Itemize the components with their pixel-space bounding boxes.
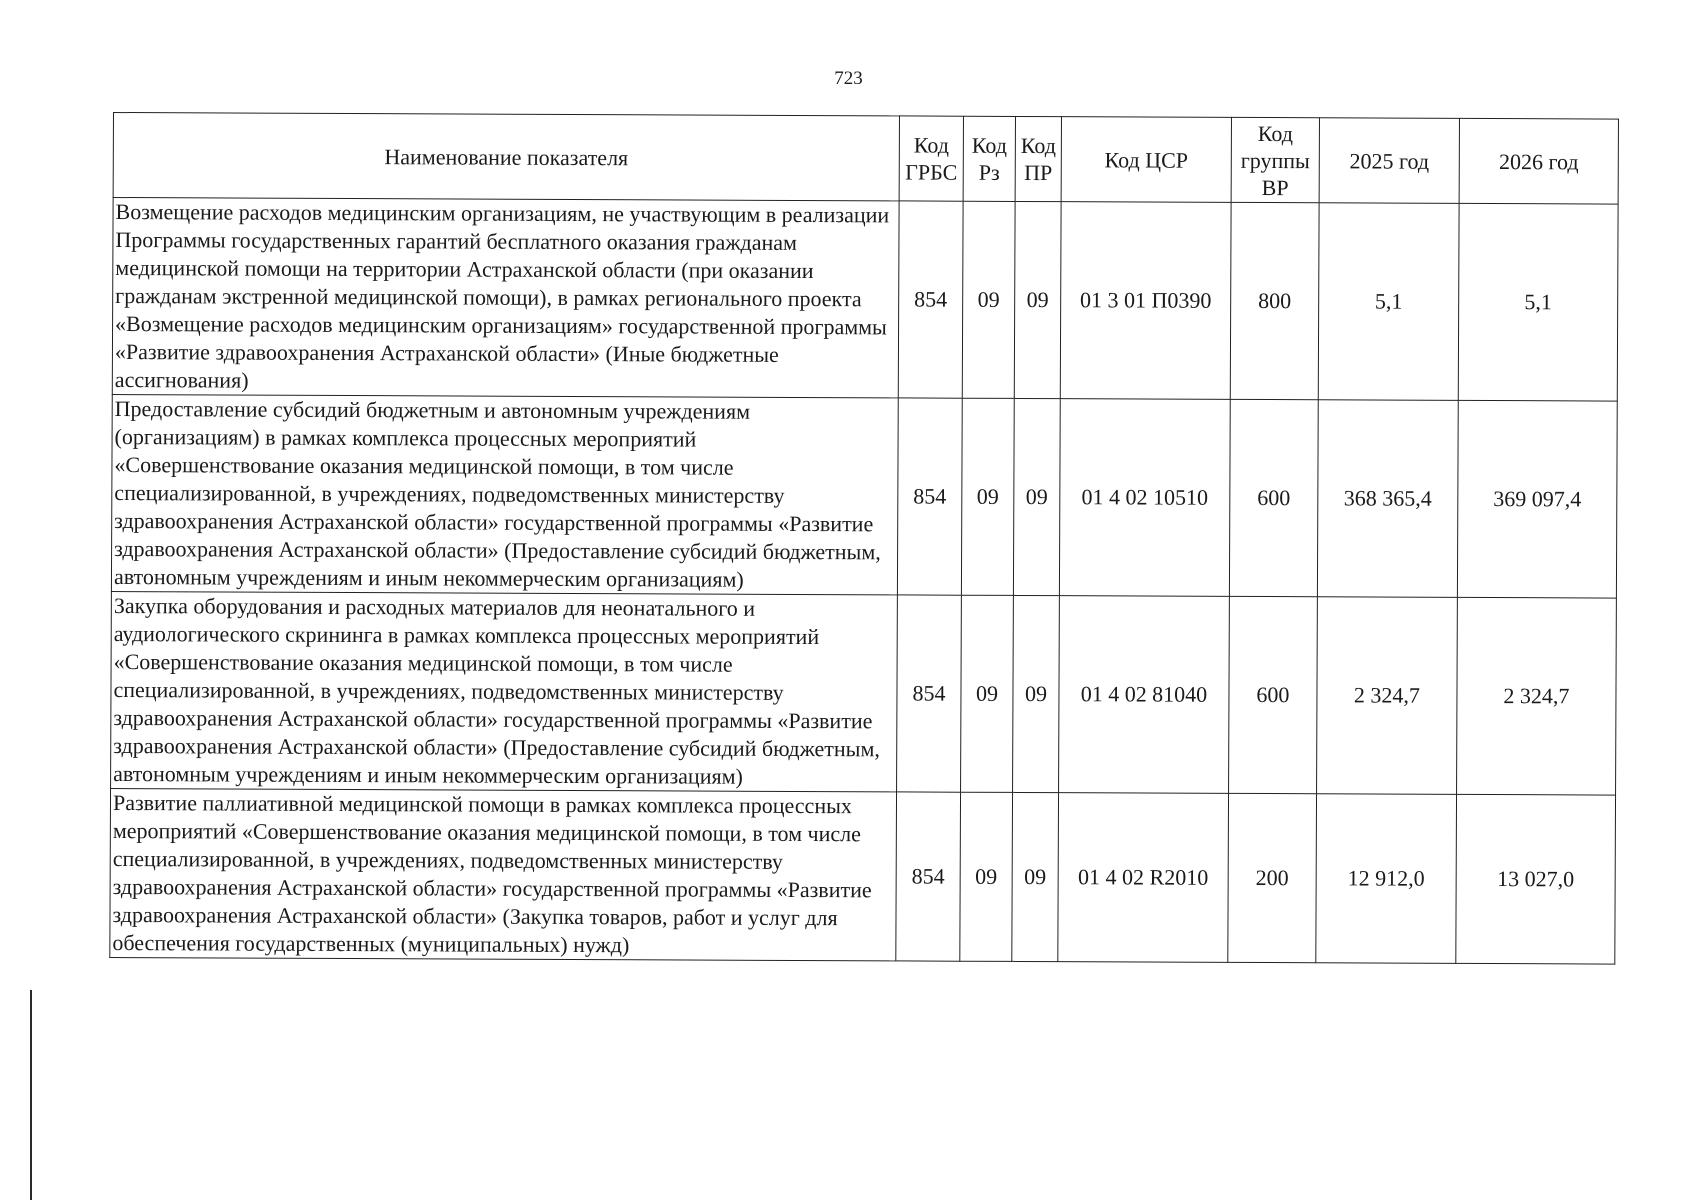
row-vr: 200 bbox=[1228, 793, 1317, 962]
budget-table bbox=[109, 112, 1619, 965]
table-row bbox=[111, 394, 1617, 598]
row-pr: 09 bbox=[1013, 398, 1060, 595]
row-rz: 09 bbox=[961, 398, 1014, 595]
row-name: Предоставление субсидий бюджетным и автономным учреждениям (организациям) в рамках комплекса процессных мероприятий «Совершенствование оказания медицинской помощи, в том числе специализированной, в учреждениях, подведомственных министерству здравоохранения Астраханской области» государственной программы «Развитие здравоохранения Астраханской области» (Предоставление субсидий бюджетным, автономным учреждениям и иным некоммерческим организациям) bbox=[111, 394, 898, 594]
row-rz: 09 bbox=[961, 595, 1014, 792]
table-row bbox=[111, 591, 1617, 795]
row-rz: 09 bbox=[962, 201, 1015, 398]
row-grbs: 854 bbox=[898, 201, 963, 398]
row-grbs: 854 bbox=[897, 398, 962, 595]
header-rz: Код Рз bbox=[963, 116, 1015, 201]
header-csr: Код ЦСР bbox=[1061, 117, 1231, 203]
scan-edge-line bbox=[30, 990, 32, 1200]
row-2025: 5,1 bbox=[1318, 203, 1459, 401]
table-header-row bbox=[113, 113, 1618, 205]
row-csr: 01 4 02 10510 bbox=[1059, 399, 1230, 597]
row-pr: 09 bbox=[1013, 595, 1060, 792]
row-name: Закупка оборудования и расходных материалов для неонатального и аудиологического скрининга в рамках комплекса процессных мероприятий «Совершенствование оказания медицинской помощи, в том числе специализированной, в учреждениях, подведомственных министерству здравоохранения Астраханской области» государственной программы «Развитие здравоохранения Астраханской области» (Предоставление субсидий бюджетным, автономным учреждениям и иным некоммерческим организациям) bbox=[111, 591, 898, 791]
header-name: Наименование показателя bbox=[113, 113, 899, 201]
row-name: Возмещение расходов медицинским организациям, не участвующим в реализации Программы государственных гарантий бесплатного оказания гражданам медицинской помощи на территории Астраханской области (при оказании гражданам экстренной медицинской помощи), в рамках регионального проекта «Возмещение расходов медицинским организациям» государственной программы «Развитие здравоохранения Астраханской области» (Иные бюджетные ассигнования) bbox=[112, 198, 899, 398]
row-vr: 600 bbox=[1229, 399, 1318, 596]
row-pr: 09 bbox=[1012, 792, 1059, 961]
row-name: Развитие паллиативной медицинской помощи в рамках комплекса процессных мероприятий «Совершенствование оказания медицинской помощи, в том числе специализированной, в учреждениях, подведомственных министерству здравоохранения Астраханской области» государственной программы «Развитие здравоохранения Астраханской области» (Закупка товаров, работ и услуг для обеспечения государственных (муниципальных) нужд) bbox=[110, 788, 897, 960]
header-vr: Код группы ВР bbox=[1231, 117, 1319, 202]
row-2025: 12 912,0 bbox=[1316, 794, 1457, 964]
row-2025: 2 324,7 bbox=[1317, 597, 1458, 795]
row-csr: 01 4 02 81040 bbox=[1059, 596, 1230, 794]
row-grbs: 854 bbox=[897, 595, 962, 792]
header-2026: 2026 год bbox=[1459, 118, 1618, 204]
header-2025: 2025 год bbox=[1319, 118, 1459, 204]
table-row bbox=[110, 788, 1616, 964]
row-2026: 13 027,0 bbox=[1456, 794, 1616, 964]
header-pr: Код ПР bbox=[1015, 116, 1061, 201]
row-grbs: 854 bbox=[896, 792, 961, 961]
row-pr: 09 bbox=[1014, 201, 1061, 398]
row-2026: 5,1 bbox=[1458, 203, 1618, 401]
row-vr: 600 bbox=[1229, 596, 1318, 793]
page-number: 723 bbox=[834, 68, 863, 89]
header-grbs: Код ГРБС bbox=[899, 116, 963, 201]
row-2026: 2 324,7 bbox=[1457, 597, 1617, 795]
row-vr: 800 bbox=[1230, 202, 1319, 399]
row-2026: 369 097,4 bbox=[1457, 400, 1617, 598]
row-2025: 368 365,4 bbox=[1317, 400, 1458, 598]
row-csr: 01 4 02 R2010 bbox=[1058, 793, 1229, 963]
row-rz: 09 bbox=[960, 792, 1013, 961]
row-csr: 01 3 01 П0390 bbox=[1060, 202, 1231, 400]
table-row bbox=[112, 198, 1618, 402]
